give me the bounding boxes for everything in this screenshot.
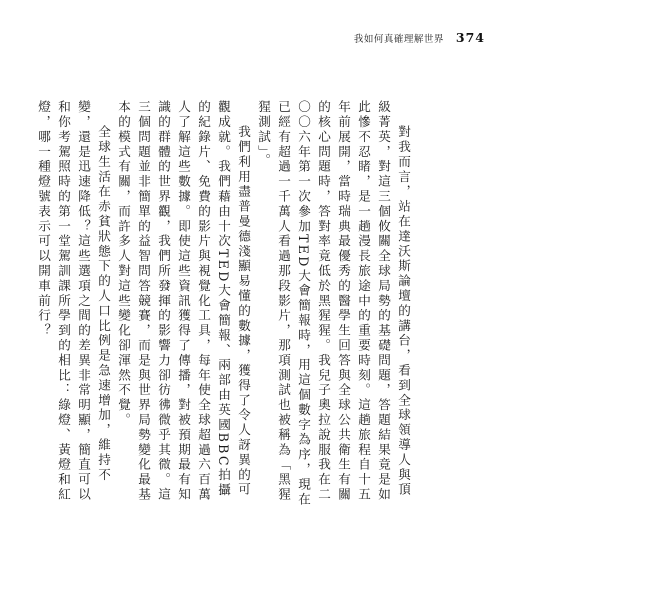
page-number: 374 (455, 30, 485, 45)
paragraph-1: 對我而言，站在達沃斯論壇的講台，看到全球領導人與頂級菁英，對這三個攸關全球局勢的基礎問題，答題結果竟是如此慘不忍睹，是一趟漫長旅途中的重要時刻。這趟旅程自十五年前展開，當時瑞典最優秀的醫學生回答與全球公共衛生有關的核心問題時，答對率竟低於黑猩猩。我兒子奧拉說服我在二〇〇六年第一次參加TED大會簡報時，用這個數字為序，現在已經有超過一千萬人看過那段影片，那項測試也被稱為「黑猩猩測試」。 (256, 100, 411, 508)
body-text (36, 100, 413, 510)
paragraph-3: 全球生活在赤貧狀態下的人口比例是急速增加，維持不變，還是迅速降低？這些選項之間的差異非常明顯，簡直可以和你考駕照時的第一堂駕訓課所學到的相比：綠燈、黃燈和紅燈，哪一種燈號表示可以開車前行？ (36, 100, 111, 503)
page-header (354, 30, 485, 45)
running-title: 我如何真確理解世界 (353, 34, 444, 45)
paragraph-2: 我們利用盡普曼德淺顯易懂的數據，獲得了令人訝異的可觀成就。我們藉由十次TED大會簡報、兩部由英國BBC拍攝的紀錄片、免費的影片與視覺化工具，每年使全球超過六百萬人了解這些數據。即使這些資訊獲得了傳播，對被預期最有知識的群體的世界觀，我們所發揮的影響力卻彷彿微乎其微。這三個問題並非簡單的益智問答競賽，而是與世界局勢變化最基本的模式有關，而許多人對這些變化卻渾然不覺。 (116, 100, 251, 503)
